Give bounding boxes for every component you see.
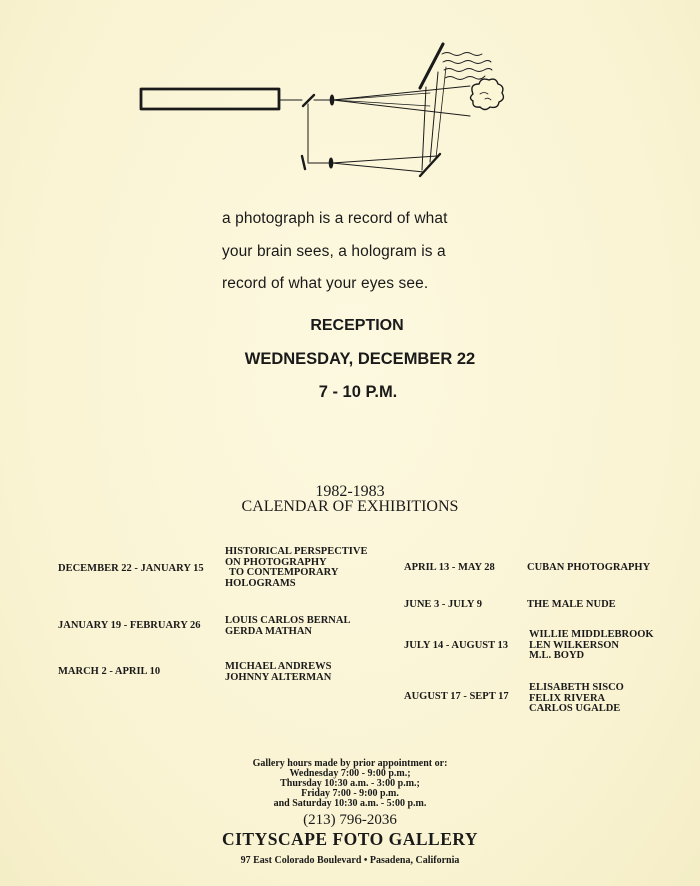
hours-line: Thursday 10:30 a.m. - 3:00 p.m.; — [280, 778, 420, 789]
phone-number: (213) 796-2036 — [303, 812, 397, 828]
tagline-text — [222, 203, 522, 301]
artist-name: MICHAEL ANDREWS — [225, 661, 332, 672]
reception-title: RECEPTION — [310, 317, 404, 334]
exhibition-dates: APRIL 13 - MAY 28 — [404, 562, 495, 573]
artist-name: M.L. BOYD — [529, 650, 585, 661]
exhibition-title-line: TO CONTEMPORARY — [229, 567, 339, 578]
exhibition-title-line: HOLOGRAMS — [225, 577, 296, 589]
bottom-mirror — [302, 156, 305, 169]
calendar-years: 1982-1983 — [315, 483, 385, 500]
exhibition-dates: JUNE 3 - JULY 9 — [404, 599, 482, 610]
hours-line: Friday 7:00 - 9:00 p.m. — [301, 788, 399, 799]
object-subject — [471, 79, 504, 109]
exhibition-dates: AUGUST 17 - SEPT 17 — [404, 691, 509, 702]
exhibition-dates: JULY 14 - AUGUST 13 — [404, 640, 509, 651]
artist-name: CARLOS UGALDE — [529, 703, 621, 714]
laser-box — [141, 89, 279, 109]
tagline-line: your brain sees, a hologram is a — [222, 242, 446, 260]
gallery-address: 97 East Colorado Boulevard • Pasadena, California — [240, 855, 460, 866]
hours-line: Wednesday 7:00 - 9:00 p.m.; — [289, 768, 411, 779]
exhibition-artists — [529, 683, 624, 715]
artist-name: ELISABETH SISCO — [529, 682, 624, 693]
exhibition-title: THE MALE NUDE — [527, 599, 616, 610]
artist-name: FELIX RIVERA — [529, 692, 606, 704]
reception-date: WEDNESDAY, DECEMBER 22 — [244, 350, 476, 368]
hours-line: Gallery hours made by prior appointment or: — [252, 758, 448, 769]
reception-time: 7 - 10 P.M. — [318, 383, 398, 401]
exhibition-title-line: ON PHOTOGRAPHY — [225, 556, 327, 568]
holographic-plate — [420, 44, 443, 88]
calendar-title: CALENDAR OF EXHIBITIONS — [241, 498, 459, 515]
artist-name: LOUIS CARLOS BERNAL — [225, 615, 351, 626]
exhibition-artists — [225, 616, 350, 637]
exhibition-dates: JANUARY 19 - FEBRUARY 26 — [58, 620, 201, 631]
tagline-line: record of what your eyes see. — [222, 275, 429, 292]
exhibition-dates: MARCH 2 - APRIL 10 — [58, 666, 161, 677]
artist-name: LEN WILKERSON — [529, 639, 619, 651]
exhibition-dates: DECEMBER 22 - JANUARY 15 — [58, 563, 204, 574]
artist-name: JOHNNY ALTERMAN — [225, 671, 332, 683]
exhibition-artists — [225, 662, 331, 683]
artist-name: GERDA MATHAN — [225, 625, 313, 637]
tagline-line: a photograph is a record of what — [222, 210, 448, 227]
exhibition-artists — [529, 630, 654, 662]
exhibition-title: CUBAN PHOTOGRAPHY — [527, 562, 651, 573]
exhibition-title — [225, 547, 367, 589]
exhibition-title-line: HISTORICAL PERSPECTIVE — [225, 546, 368, 557]
gallery-name: CITYSCAPE FOTO GALLERY — [221, 829, 479, 849]
artist-name: WILLIE MIDDLEBROOK — [529, 629, 654, 640]
hologram-diagram — [130, 42, 510, 182]
hours-line: and Saturday 10:30 a.m. - 5:00 p.m. — [273, 798, 427, 809]
